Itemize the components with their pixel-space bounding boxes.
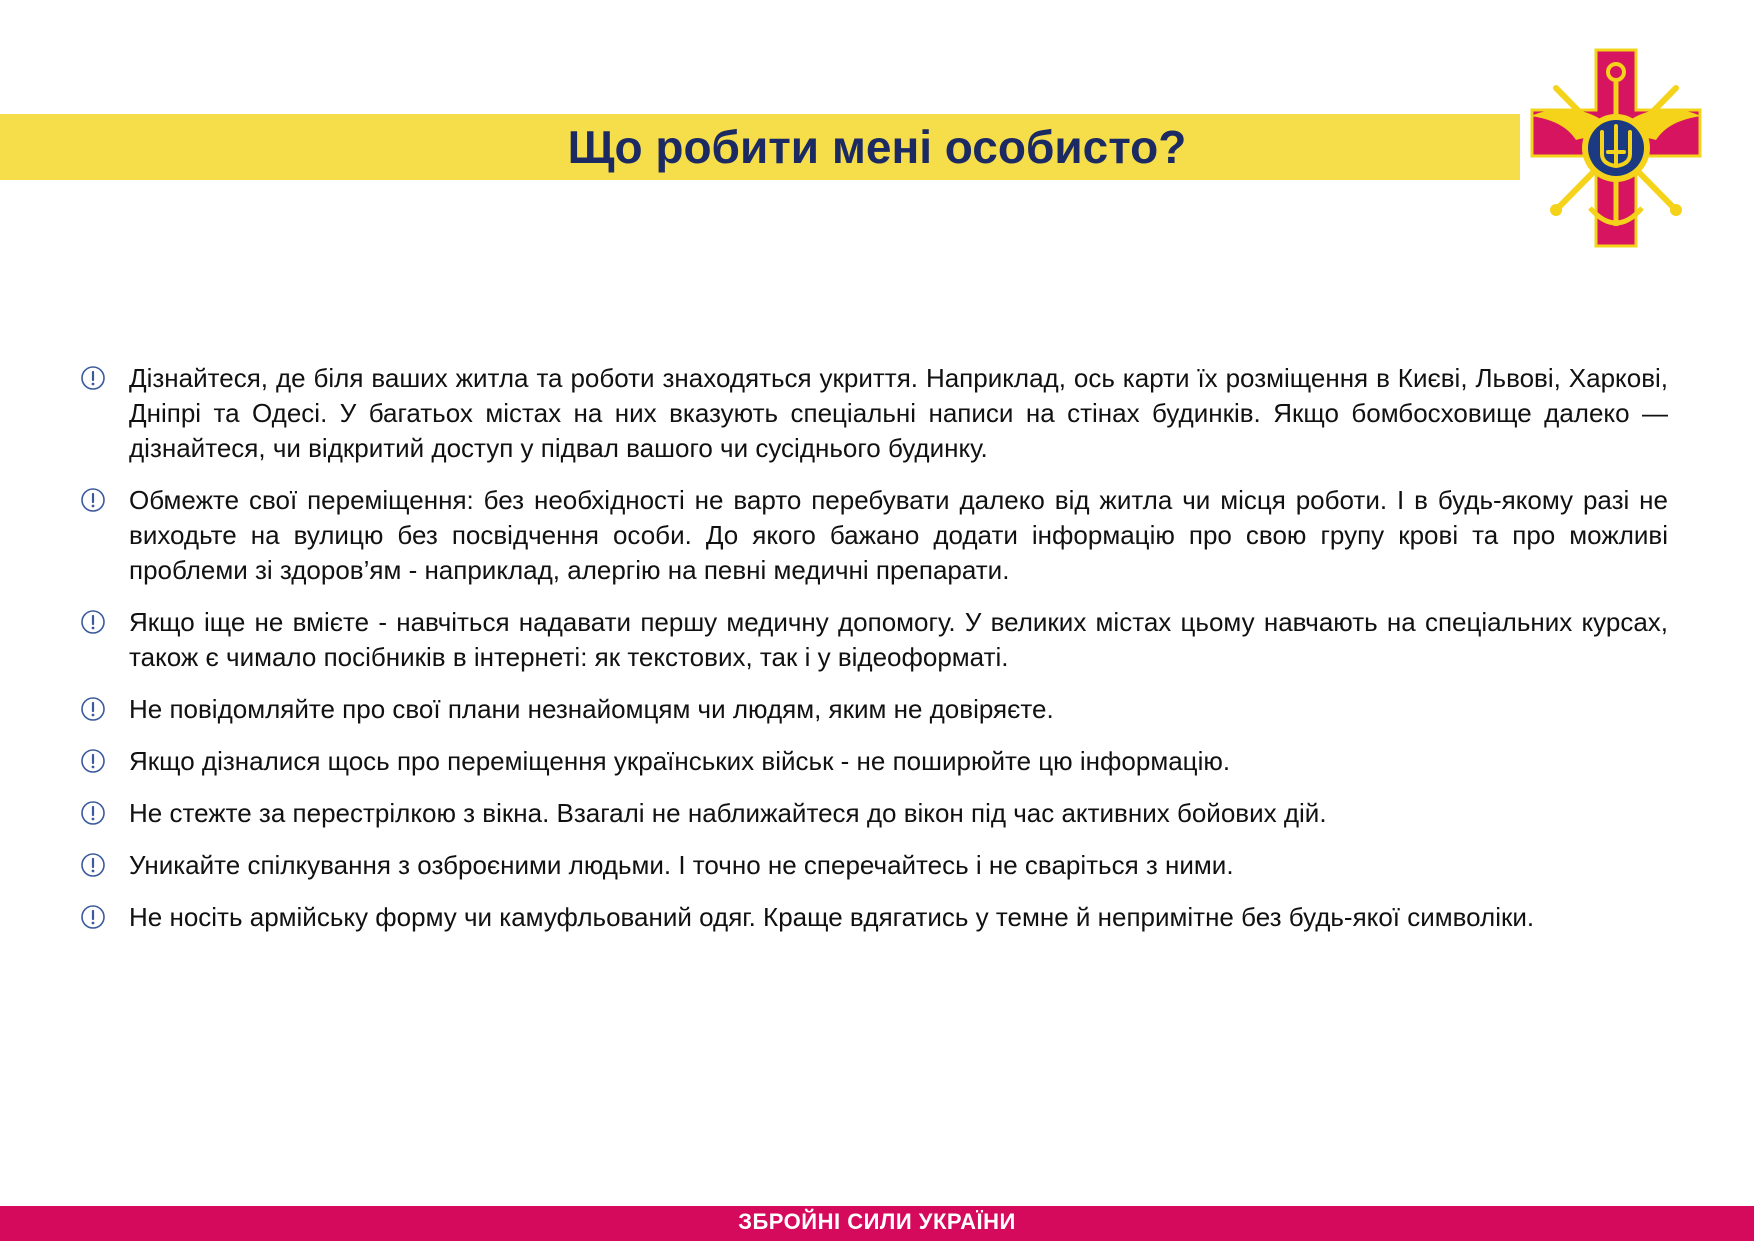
exclamation-circle-icon bbox=[80, 365, 106, 391]
exclamation-circle-icon bbox=[80, 852, 106, 878]
exclamation-circle-icon bbox=[80, 800, 106, 826]
list-item bbox=[80, 605, 1668, 675]
exclamation-circle-icon bbox=[80, 696, 106, 722]
list-item-text: Дізнайтеся, де біля ваших житла та роботи знаходяться укриття. Наприклад, ось карти їх розміщення в Києві, Львові, Харкові, Дніпрі та Одесі. У багатьох містах на них вказують спеціальні написи на стінах будинків. Якщо бомбосховище далеко — дізнайтеся, чи відкритий доступ у підвал вашого чи сусіднього будинку. bbox=[129, 363, 1668, 463]
footer-text: ЗБРОЙНІ СИЛИ УКРАЇНИ bbox=[738, 1209, 1016, 1234]
list-item-text: Не повідомляйте про свої плани незнайомцям чи людям, яким не довіряєте. bbox=[129, 694, 1054, 724]
list-item-text: Не носіть армійську форму чи камуфльований одяг. Краще вдягатись у темне й непримітне без будь-якої символіки. bbox=[129, 902, 1535, 932]
page-title: Що робити мені особисто? bbox=[567, 121, 1187, 173]
exclamation-circle-icon bbox=[80, 609, 106, 635]
list-item bbox=[80, 692, 1668, 727]
exclamation-circle-icon bbox=[80, 904, 106, 930]
list-item bbox=[80, 900, 1668, 935]
footer-band bbox=[0, 1206, 1754, 1241]
list-item-text: Якщо іще не вмієте - навчіться надавати першу медичну допомогу. У великих містах цьому навчають на спеціальних курсах, також є чимало посібників в інтернеті: як текстових, так і у відеоформаті. bbox=[129, 607, 1668, 672]
list-item-text: Обмежте свої переміщення: без необхідності не варто перебувати далеко від житла чи місця роботи. І в будь-якому разі не виходьте на вулицю без посвідчення особи. До якого бажано додати інформацію про свою групу крові та про можливі проблеми зі здоров’ям - наприклад, алергію на певні медичні препарати. bbox=[129, 485, 1668, 585]
exclamation-circle-icon bbox=[80, 748, 106, 774]
list-item bbox=[80, 361, 1668, 466]
list-item bbox=[80, 848, 1668, 883]
list-item bbox=[80, 796, 1668, 831]
advice-list bbox=[80, 361, 1668, 952]
list-item-text: Не стежте за перестрілкою з вікна. Взагалі не наближайтеся до вікон під час активних бойових дій. bbox=[129, 798, 1327, 828]
exclamation-circle-icon bbox=[80, 487, 106, 513]
list-item-text: Уникайте спілкування з озброєними людьми. І точно не сперечайтесь і не сваріться з ними. bbox=[129, 850, 1234, 880]
list-item bbox=[80, 744, 1668, 779]
armed-forces-emblem-icon bbox=[1516, 48, 1716, 248]
list-item-text: Якщо дізналися щось про переміщення українських військ - не поширюйте цю інформацію. bbox=[129, 746, 1231, 776]
list-item bbox=[80, 483, 1668, 588]
